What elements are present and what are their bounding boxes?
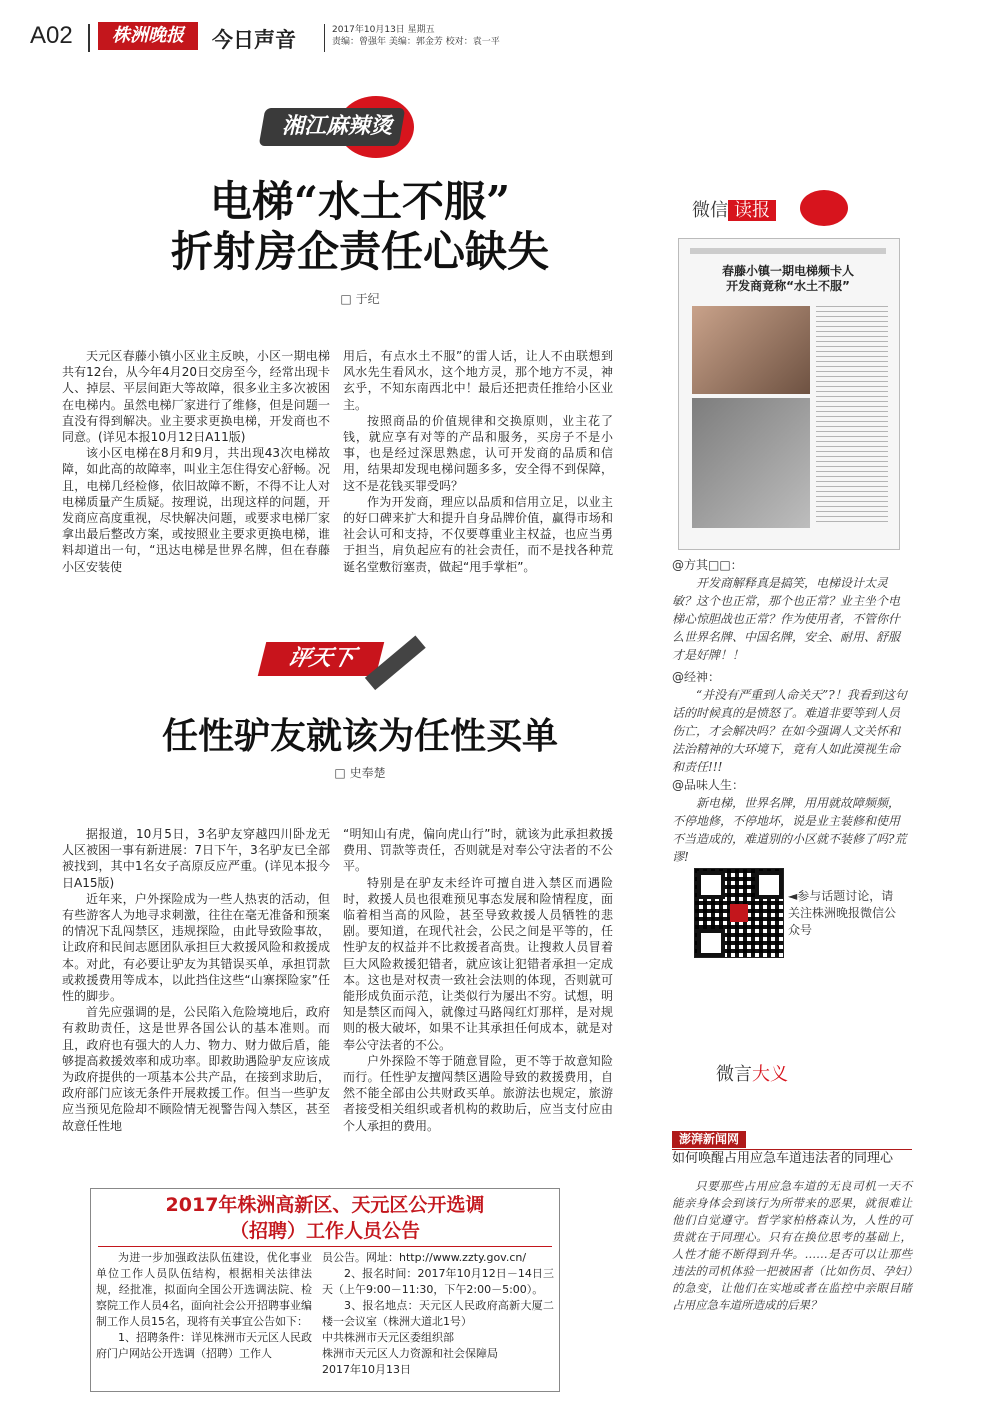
staff-credits: 责编：曾强年 美编：郭金芳 校对：袁一平 [332,37,500,47]
newspaper-logo: 株洲晚报 [98,22,198,50]
comment-author: @方其□□： [672,558,743,572]
article2-column-1 [62,826,330,1134]
page-number: A02 [30,22,73,49]
paragraph: “明知山有虎，偏向虎山行”时，就该为此承担救援费用、罚款等责任，否则就是对奉公守法者的不公平。 [343,827,613,874]
comment-author: @经神： [672,670,721,684]
issue-date: 2017年10月13日 星期五 [332,25,435,35]
article1-title-line1: 电梯“水土不服” [209,177,511,226]
qr-finder-pattern [755,871,783,899]
qr-finder-pattern [697,871,725,899]
paragraph: 作为开发商，理应以品质和信用立足，以业主的好口碑来扩大和提升自身品牌价值，赢得市场和社会认可和支持，不仅要尊重业主权益，也应当勇于担当，肩负起应有的社会责任，而不是找各种荒诞名堂敷衍塞责，做起“甩手掌柜”。 [343,494,613,574]
thumbnail-headline-line1: 春藤小镇一期电梯频卡人 [721,264,854,278]
paragraph: 户外探险不等于随意冒险，更不等于故意知险而行。任性驴友擅闯禁区遇险导致的救援费用，自然不能全部由公共财政买单。旅游法也规定，旅游者接受相关组织或者机构的救助后，应当支付应由个人承担的费用。 [343,1053,613,1133]
announcement-title-line2: （招聘）工作人员公告 [229,1220,420,1242]
column-badge-prefix: 微信 [692,200,728,221]
column-badge-prefix: 微言 [716,1064,752,1085]
thumbnail-photo [692,306,810,394]
column-badge-prefix: 湘江 [281,114,326,139]
article1-title-line2: 折射房企责任心缺失 [170,227,549,276]
article2-byline: □ 史奉楚 [334,766,386,780]
column-badge-main: 读报 [728,200,776,221]
comment-author: @品味人生： [672,778,745,792]
comment-text: 开发商解释真是搞笑，电梯设计太灵敏？这个也正常，那个也正常？业主坐个电梯心惊胆战也正常？作为使用者，不管你什么世界名牌、中国名牌，安全、耐用、舒服才是好牌！！ [672,576,901,662]
thumbnail-headline [690,264,886,294]
announcement-column-2 [322,1250,554,1378]
paragraph: 据报道，10月5日，3名驴友穿越四川卧龙无人区被困一事有新进展：7日下午，3名驴友已全部被找到，其中1名女子高原反应严重。(详见本报今日A15版) [62,827,330,890]
paragraph: 为进一步加强政法队伍建设，优化事业单位工作人员队伍结构，根据相关法律法规，经批准，拟面向全国公开选调法院、检察院工作人员4名，面向社会公开招聘事业编制工作人员15名，现将有关事宜公告如下： [96,1251,312,1328]
paragraph: 近年来，户外探险成为一些人热衷的活动，但有些游客人为地寻求刺激，往往在毫无准备和预案的情况下乱闯禁区，违规探险，由此导致险事故，让政府和民间志愿团队承担巨大救援风险和救援成本。对此，有必要让驴友为其错误买单，承担罚款或救援费用等成本，以此挡住这些“山寨探险家”任性的脚步。 [62,891,330,1004]
article1-byline: □ 于纪 [340,292,380,306]
paragraph: 按照商品的价值规律和交换原则，业主花了钱，就应享有对等的产品和服务，买房子不是小事，也是经过深思熟虑，认可开发商的品质和信用，结果却发现电梯问题多多，安全得不到保障，这不是花钱买罪受吗？ [343,413,613,493]
paragraph: 员公告。网址：http://www.zzty.gov.cn/ [322,1251,527,1264]
comment-text: “并没有严重到人命关天”?！我看到这句话的时候真的是愤怒了。难道非要等到人员伤亡，才会解决吗？在如今强调人文关怀和法治精神的大环境下，竟有人如此漠视生命和责任!!! [672,688,907,774]
thumbnail-photo-2 [692,398,810,528]
header-divider [88,24,90,52]
column-badge-hot: 麻辣烫 [326,114,393,139]
announcement-date: 2017年10月13日 [322,1363,411,1376]
comment-text: 新电梯，世界名牌，用用就故障频频，不停地修，不停地坏，说是业主装修和使用不当造成的，难道别的小区就不装修了吗?荒谬! [672,796,907,864]
section-title: 今日声音 [212,28,296,52]
article1-column-2 [343,348,613,575]
paragraph: 只要那些占用应急车道的无良司机一天不能亲身体会到该行为所带来的恶果，就很难让他们自觉遵守。哲学家柏格森认为，人性的可贵就在于同理心。只有在换位思考的基础上，人性才能不断得到升华。……是否可以让那些违法的司机体验一把被困者（比如伤员、孕妇）的急变，让他们在实地或者在监控中亲眼目睹占用应急车道所造成的后果？ [672,1179,912,1312]
article2-column-2 [343,826,613,1134]
reader-comment [672,668,910,776]
paragraph: 该小区电梯在8月和9月，共出现43次电梯故障，如此高的故障率，叫业主怎住得安心舒畅。况且，电梯几经检修，依旧故障不断，不得不让人对电梯质量产生质疑。按理说，出现这样的问题，开发商应高度重视，尽快解决问题，或要求电梯厂家拿出最后整改方案，或按照业主要求更换电梯，谁料却道出一句，“迅达电梯是世界名牌，但在春藤小区安装使 [62,446,330,574]
article2-title: 任性驴友就该为任性买单 [161,715,558,757]
paragraph: 特别是在驴友未经许可擅自进入禁区而遇险时，救援人员也很难预见事态发展和险情程度，面临着相当高的风险，甚至导致救援人员牺牲的悲剧。要知道，在现代社会，公民之间是平等的，任性驴友的权益并不比救援者高贵。让搜救人员冒着巨大风险救援犯错者，就应该让犯错者承担一定成本。这也是对权责一致社会法则的体现，否则就可能形成负面示范，让类似行为屡出不穷。试想，明知是禁区而闯入，就像过马路闯红灯那样，是对规则的极大破坏，如果不让其承担任何成本，就是对奉公守法者的不公。 [343,875,613,1052]
qr-logo [730,904,748,922]
paragraph: 天元区春藤小镇小区业主反映，小区一期电梯共有12台，从今年4月20日交房至今，经常出现卡人、掉层、平层间距大等故障，很多业主多次被困在电梯内。虽然电梯厂家进行了维修，但是问题一直没有得到解决。业主要求更换电梯，开发商也不同意。(详见本报10月12日A11版) [62,349,330,445]
paragraph: 用后，有点水土不服”的雷人话，让人不由联想到风水先生看风水，这个地方灵，那个地方不灵，神玄乎，不知东南西北中！最后还把责任推给小区业主。 [343,349,613,412]
thumbnail-header-bar [690,248,886,254]
column-badge-text [262,108,412,146]
header-divider-2 [324,24,325,52]
qr-caption: ◄参与话题讨论，请关注株洲晚报微信公众号 [788,889,897,937]
source-tag: 澎湃新闻网 [672,1131,746,1148]
excerpt-headline: 如何唤醒占用应急车道违法者的同理心 [672,1149,912,1168]
column-badge-pingtianxia: 评天下 [258,642,384,676]
excerpt-body [672,1178,912,1314]
announcement-column-1 [96,1250,312,1362]
paragraph: 1、招聘条件：详见株洲市天元区人民政府门户网站公开选调（招聘）工作人 [96,1331,312,1360]
article1-column-1 [62,348,330,575]
qr-finder-pattern [697,929,725,957]
paragraph: 2、报名时间：2017年10月12日－14日三天（上午9:00－11:30，下午2:00－5:00）。 [322,1267,554,1296]
chat-bubble-icon [800,190,848,226]
column-badge-main: 大义 [752,1064,788,1085]
announcement-divider [98,1246,552,1247]
paragraph: 首先应强调的是，公民陷入危险境地后，政府有救助责任，这是世界各国公认的基本准则。而且，政府也有强大的人力、物力、财力做后盾，能够提高救援效率和成功率。即救助遇险驴友应该成为政府提供的一项基本公共产品，在接到求助后，政府部门应该无条件开展救援工作。但当一些驴友应当预见危险却不顾险情无视警告闯入禁区，甚至故意任性地 [62,1005,330,1133]
thumbnail-headline-line2: 开发商竟称“水土不服” [726,279,850,293]
announcement-title-line1: 2017年株洲高新区、天元区公开选调 [165,1194,485,1216]
announcement-signature: 株洲市天元区人力资源和社会保障局 [322,1347,498,1360]
header-meta [332,24,500,48]
paragraph: 3、报名地点：天元区人民政府高新大厦二楼一会议室（株洲大道北1号） [322,1299,554,1328]
reader-comment [672,556,910,664]
reader-comment [672,776,910,866]
thumbnail-text-lines [816,306,888,526]
column-badge-weiyan [716,1060,856,1090]
announcement-signature: 中共株洲市天元区委组织部 [322,1331,454,1344]
